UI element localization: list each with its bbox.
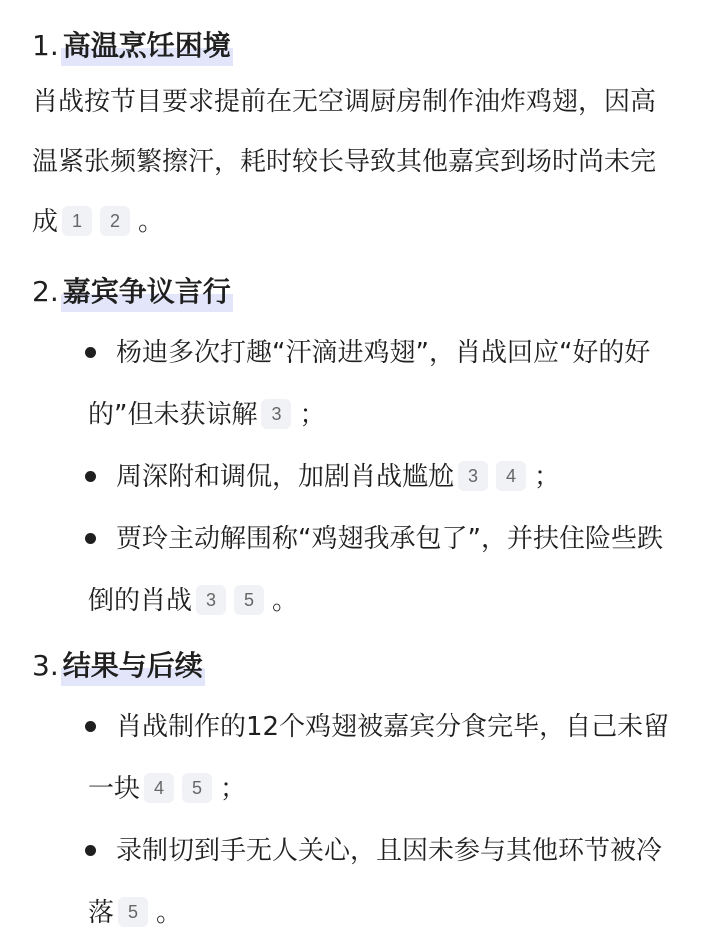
list-item-text: 肖战制作的12个鸡翅被嘉宾分食完毕，自己未留一块	[88, 712, 670, 804]
list-item-text: 录制切到手无人关心，且因未参与其他环节被冷落	[88, 836, 663, 928]
section-heading	[32, 272, 680, 312]
bullet-list	[32, 696, 680, 938]
section-number: 3.	[32, 649, 59, 682]
list-item-text: 杨迪多次打趣“汗滴进鸡翅”，肖战回应“好的好的”但未获谅解	[88, 338, 651, 430]
section-heading	[32, 26, 680, 66]
section-number: 2.	[32, 275, 59, 308]
section-number: 1.	[32, 29, 59, 62]
bullet-dot-icon	[85, 721, 96, 732]
list-item-end: 。	[156, 898, 183, 928]
section-3	[32, 646, 680, 938]
citation-badge[interactable]: 2	[100, 206, 130, 236]
bullet-dot-icon	[85, 471, 96, 482]
citation-badge[interactable]: 3	[261, 399, 291, 429]
list-item	[88, 446, 680, 508]
paragraph-end: 。	[138, 207, 165, 237]
bullet-dot-icon	[85, 347, 96, 358]
section-title: 高温烹饪困境	[61, 26, 233, 66]
paragraph-text: 肖战按节目要求提前在无空调厨房制作油炸鸡翅，因高温紧张频繁擦汗，耗时较长导致其他嘉宾到场时尚未完成	[32, 87, 657, 237]
list-item-end: ；	[534, 462, 561, 492]
citation-badge[interactable]: 4	[144, 773, 174, 803]
section-title: 嘉宾争议言行	[61, 272, 233, 312]
list-item-end: 。	[272, 586, 299, 616]
section-1	[32, 26, 680, 252]
list-item-end: ；	[220, 774, 247, 804]
list-item-text: 贾玲主动解围称“鸡翅我承包了”，并扶住险些跌倒的肖战	[88, 524, 663, 616]
bullet-list	[32, 322, 680, 632]
citation-badge[interactable]: 1	[62, 206, 92, 236]
list-item-text: 周深附和调侃，加剧肖战尴尬	[116, 462, 455, 492]
list-item	[88, 508, 680, 632]
bullet-dot-icon	[85, 845, 96, 856]
citation-badge[interactable]: 4	[496, 461, 526, 491]
section-2	[32, 272, 680, 632]
list-item	[88, 322, 680, 446]
citation-badge[interactable]: 5	[118, 897, 148, 927]
section-heading	[32, 646, 680, 686]
citation-badge[interactable]: 5	[234, 585, 264, 615]
section-paragraph	[32, 72, 680, 252]
list-item	[88, 696, 680, 820]
citation-badge[interactable]: 3	[196, 585, 226, 615]
list-item-end: ；	[299, 400, 326, 430]
bullet-dot-icon	[85, 533, 96, 544]
citation-badge[interactable]: 5	[182, 773, 212, 803]
list-item	[88, 820, 680, 938]
citation-badge[interactable]: 3	[458, 461, 488, 491]
section-title: 结果与后续	[61, 646, 205, 686]
